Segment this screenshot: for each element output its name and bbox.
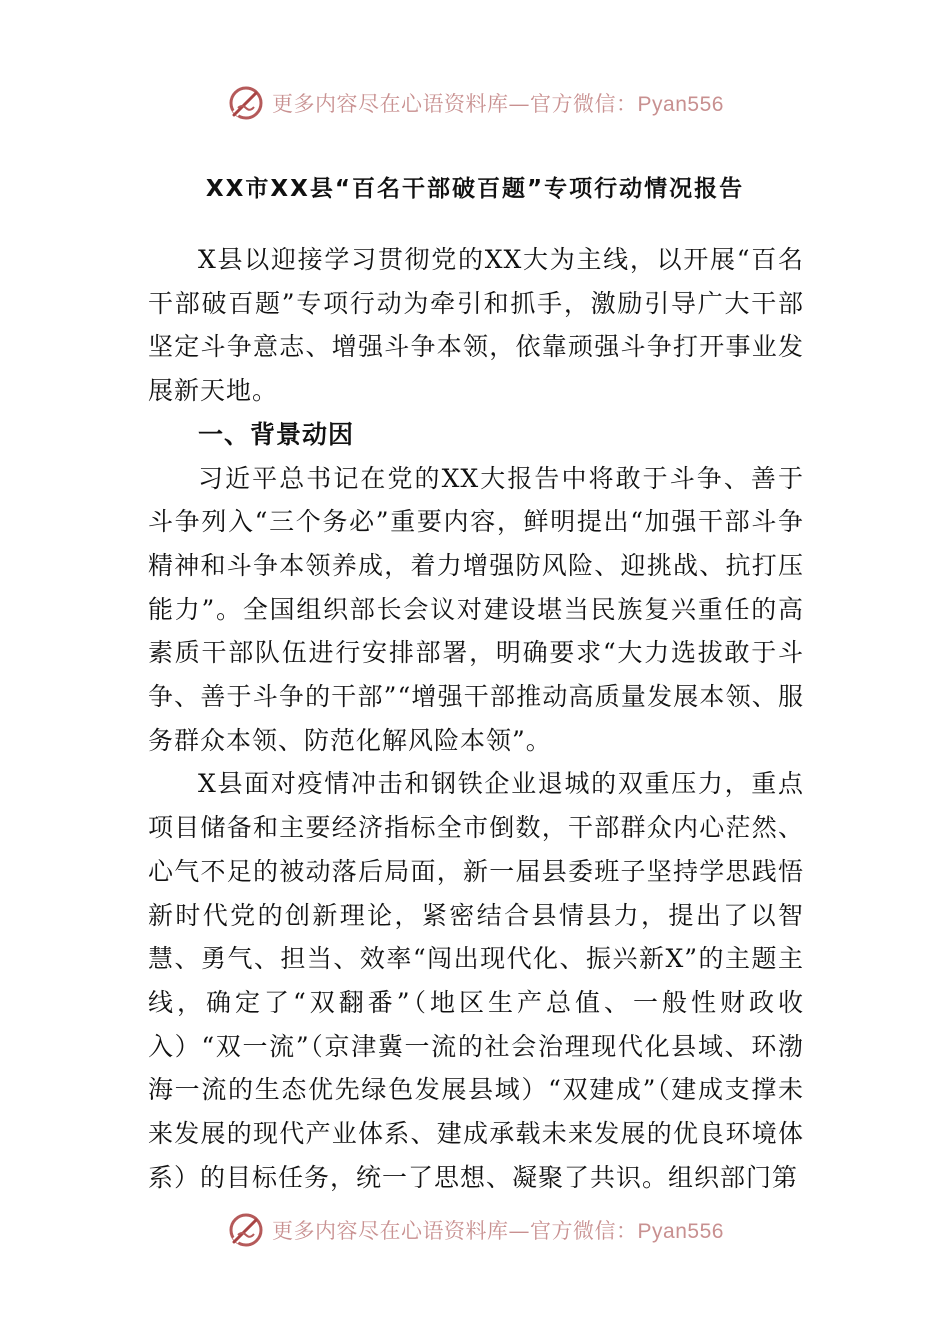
intro-paragraph: X县以迎接学习贯彻党的XX大为主线，以开展“百名干部破百题”专项行动为牵引和抓手，激励引导广大干部坚定斗争意志、增强斗争本领，依靠顽强斗争打开事业发展新天地。 — [148, 245, 804, 406]
section-heading: 一、背景动因 — [198, 419, 355, 449]
watermark-text: 更多内容尽在心语资料库—官方微信：Pyan556 — [272, 1219, 724, 1243]
watermark-banner-top — [0, 80, 950, 126]
watermark-text: 更多内容尽在心语资料库—官方微信：Pyan556 — [272, 92, 724, 116]
body-paragraph: 习近平总书记在党的XX大报告中将敢于斗争、善于斗争列入“三个务必”重要内容，鲜明提出“加强干部斗争精神和斗争本领养成，着力增强防风险、迎挑战、抗打压能力”。全国组织部长会议对建设堪当民族复兴重任的高素质干部队伍进行安排部署，明确要求“大力选拔敢于斗争、善于斗争的干部”“增强干部推动高质量发展本领、服务群众本领、防范化解风险本领”。 — [148, 463, 804, 755]
body-paragraph: X县面对疫情冲击和钢铁企业退城的双重压力，重点项目储备和主要经济指标全市倒数，干部群众内心茫然、心气不足的被动落后局面，新一届县委班子坚持学思践悟新时代党的创新理论，紧密结合县情县力，提出了以智慧、勇气、担当、效率“闯出现代化、振兴新X”的主题主线，确定了“双翻番”（地区生产总值、一般性财政收入）“双一流”（京津冀一流的社会治理现代化县域、环渤海一流的生态优先绿色发展县域）“双建成”（建成支撑未来发展的现代产业体系、建成承载未来发展的优良环境体系）的目标任务，统一了思想、凝聚了共识。组织部门第 — [148, 769, 804, 1192]
document-title: XX市XX县“百名干部破百题”专项行动情况报告 — [205, 176, 745, 202]
watermark-banner-bottom — [0, 1207, 950, 1253]
pen-logo-icon — [226, 1210, 266, 1250]
pen-logo-icon — [226, 83, 266, 123]
document-body — [148, 238, 804, 1199]
